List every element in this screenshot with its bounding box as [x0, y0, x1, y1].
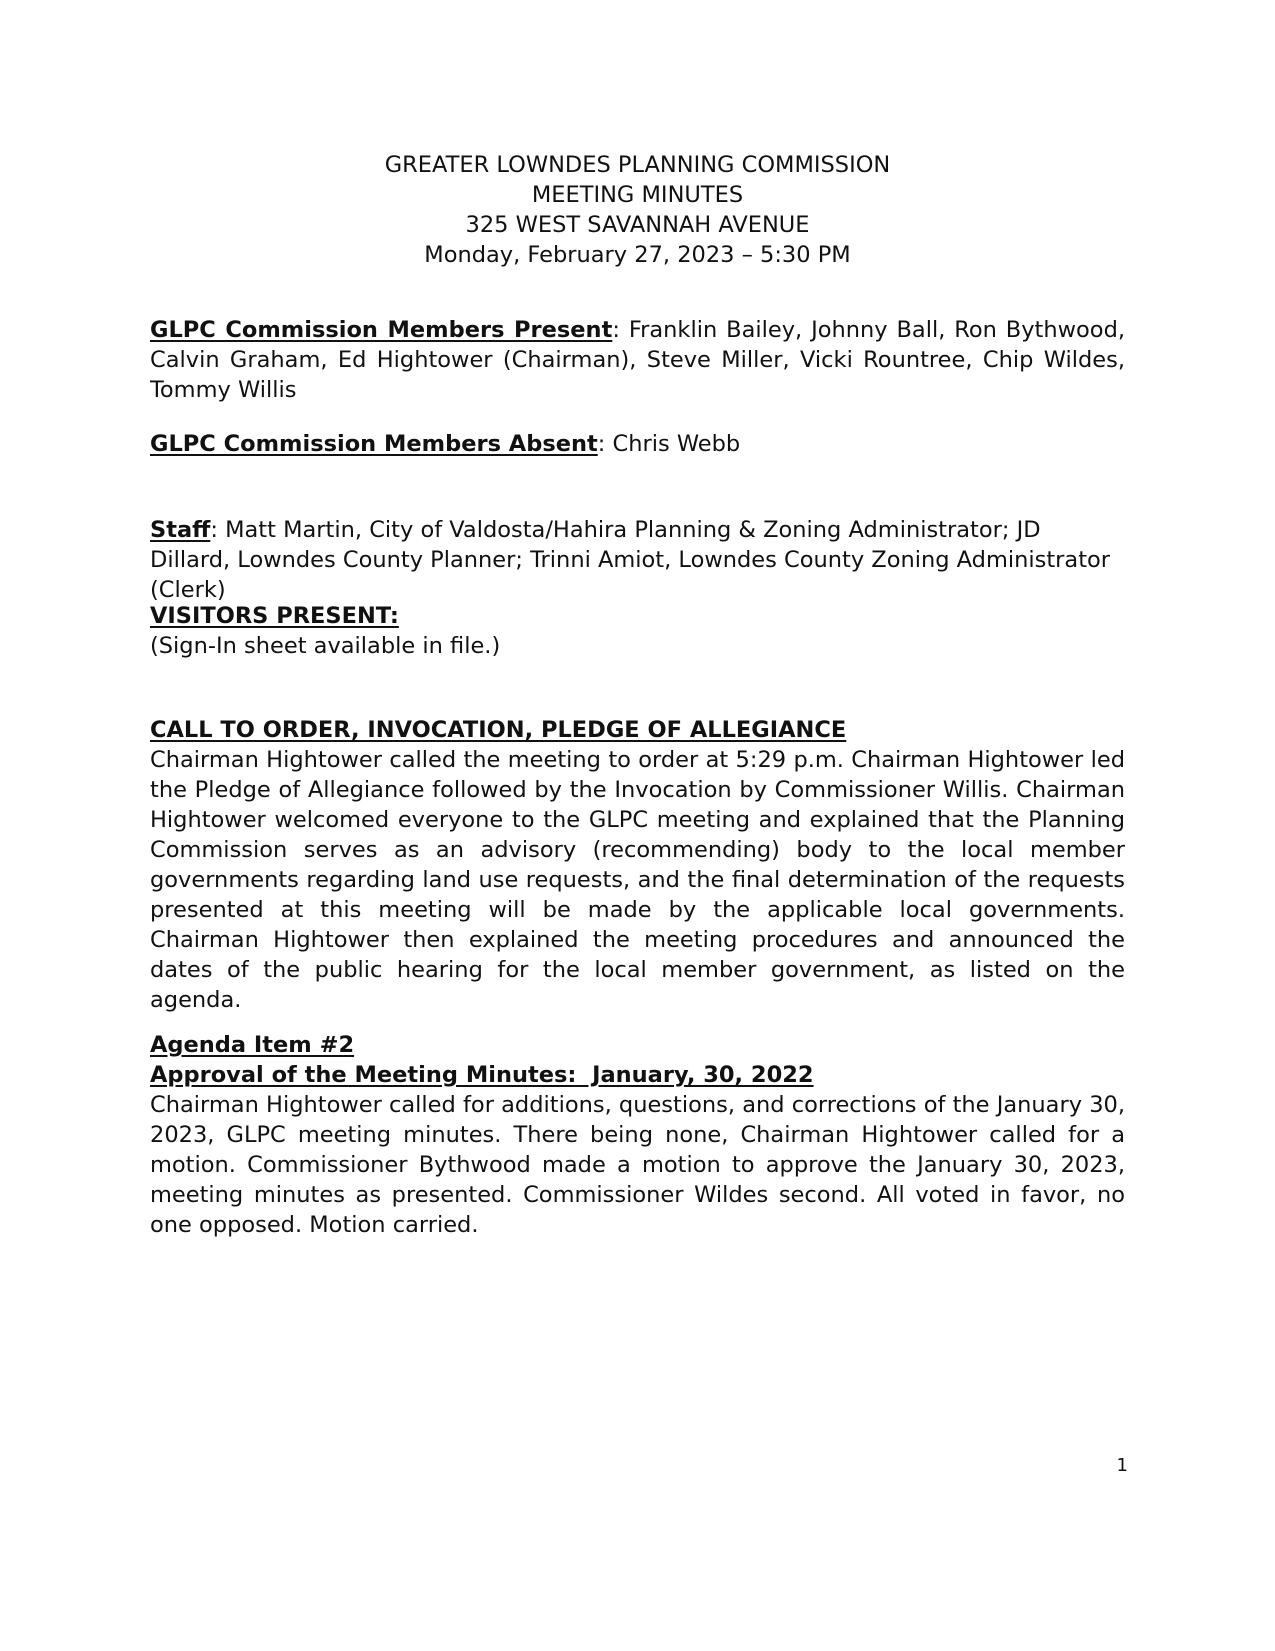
header-title: MEETING MINUTES — [531, 182, 744, 208]
members-present-label: GLPC Commission Members Present — [150, 317, 613, 343]
members-absent-text: : Chris Webb — [597, 431, 741, 457]
staff-text: : Matt Martin, City of Valdosta/Hahira Planning & Zoning Administrator; JD Dillard, Lowndes County Planner; Trinni Amiot, Lowndes County Zoning Administrator (Clerk) — [150, 517, 1111, 603]
staff-label: Staff — [150, 517, 211, 543]
call-to-order-heading: CALL TO ORDER, INVOCATION, PLEDGE OF ALLEGIANCE — [150, 717, 847, 743]
staff-section — [150, 515, 1125, 605]
page-number: 1 — [1116, 1455, 1128, 1476]
members-present-text: : Franklin Bailey, Johnny Ball, Ron Bythwood, Calvin Graham, Ed Hightower (Chairman), Steve Miller, Vicki Rountree, Chip Wildes, Tommy Willis — [150, 317, 1126, 403]
agenda-item-2-subheading: Approval of the Meeting Minutes: January, 30, 2022 — [150, 1062, 814, 1088]
call-to-order-text: Chairman Hightower called the meeting to order at 5:29 p.m. Chairman Hightower led the Pledge of Allegiance followed by the Invocation by Commissioner Willis. Chairman Hightower welcomed everyone to the GLPC meeting and explained that the Planning Commission serves as an advisory (recommending) body to the local member governments regarding land use requests, and the final determination of the requests presented at this meeting will be made by the applicable local governments. Chairman Hightower then explained the meeting procedures and announced the dates of the public hearing for the local member government, as listed on the agenda. — [150, 747, 1125, 1013]
call-to-order-section — [150, 715, 1125, 1015]
members-present-section — [150, 315, 1125, 405]
agenda-item-2-section — [150, 1030, 1125, 1240]
document-header — [150, 150, 1125, 270]
agenda-item-2-heading: Agenda Item #2 — [150, 1032, 355, 1058]
visitors-section — [150, 601, 1125, 661]
header-address: 325 WEST SAVANNAH AVENUE — [465, 212, 810, 238]
header-organization: GREATER LOWNDES PLANNING COMMISSION — [384, 152, 891, 178]
members-absent-label: GLPC Commission Members Absent — [150, 431, 598, 457]
members-absent-section — [150, 429, 1125, 459]
visitors-text: (Sign-In sheet available in file.) — [150, 633, 501, 659]
header-date: Monday, February 27, 2023 – 5:30 PM — [424, 242, 851, 268]
agenda-item-2-text: Chairman Hightower called for additions, questions, and corrections of the January 30, 2023, GLPC meeting minutes. There being none, Chairman Hightower called for a motion. Commissioner Bythwood made a motion to approve the January 30, 2023, meeting minutes as presented. Commissioner Wildes second. All voted in favor, no one opposed. Motion carried. — [150, 1092, 1125, 1238]
visitors-heading: VISITORS PRESENT: — [150, 603, 399, 629]
